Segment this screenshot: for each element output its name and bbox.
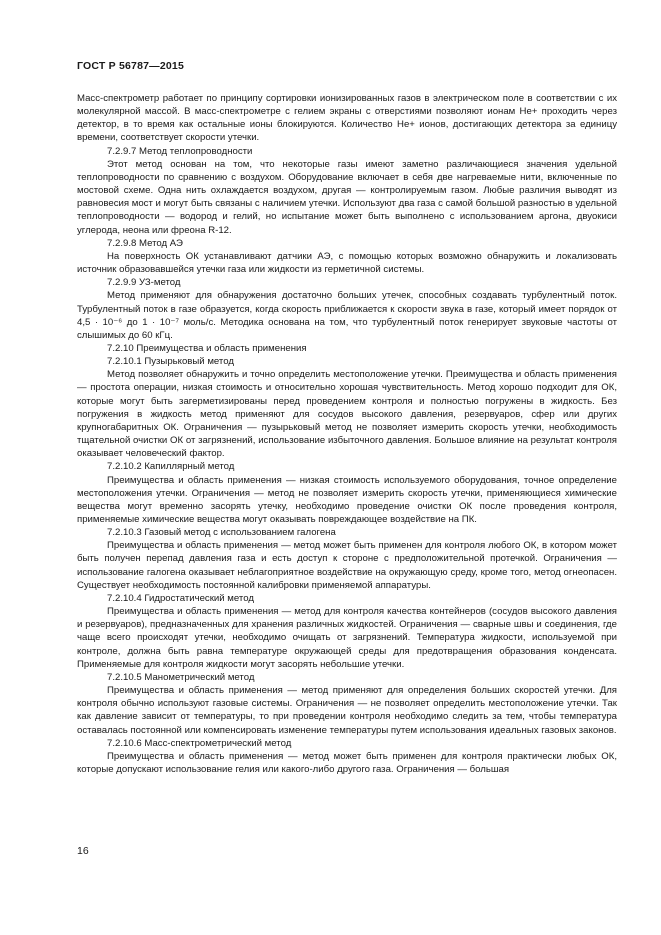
paragraph: 7.2.10.1 Пузырьковый метод: [107, 356, 234, 368]
paragraph: 7.2.10.6 Масс-спектрометрический метод: [107, 737, 292, 749]
paragraph: 7.2.9.9 УЗ-метод: [107, 277, 181, 289]
paragraph: 7.2.10.3 Газовый метод с использованием галогена: [107, 527, 336, 539]
paragraph: Преимущества и область применения — метод может быть применен для контроля практически любых ОК, которые допускают использование гелия или какого-либо другого газа. Ограничения — большая: [77, 750, 617, 775]
paragraph: Преимущества и область применения — метод для контроля качества контейнеров (сосудов высокого давления и резервуаров), предназначенных для хранения различных жидкостей. Ограничения — сварные швы и соединения, где чаще всего происходят утечки, необходимо очищать от загрязнений. Температура жидкости, используемой при контроле, должна быть равна температуре окружающей среды для предотвращения образования конденсата. Применяемые для контроля жидкости могут засорять небольшие утечки.: [77, 606, 617, 670]
paragraph: На поверхность ОК устанавливают датчики АЭ, с помощью которых возможно обнаружить и локализовать источник образовавшейся утечки газа или жидкости из герметичной системы.: [77, 250, 617, 276]
paragraph: 7.2.10.4 Гидростатический метод: [107, 592, 254, 604]
paragraph: 7.2.10.5 Манометрический метод: [107, 671, 255, 683]
paragraph: Преимущества и область применения — метод может быть применен для контроля любого ОК, в котором может быть получен перепад давления газа и есть доступ к стороне с предположительной протечкой. Ограничения — использование галогена оказывает неблагоприятное воздействие на окружающую среду, кроме того, метод огнеопасен. Существует необходимость постоянной калибровки применяемой аппаратуры.: [77, 540, 617, 591]
paragraph: Метод применяют для обнаружения достаточно больших утечек, способных создавать турбулентный поток. Турбулентный поток в газе образуется, когда скорость приближается к скорости звука в газе, который имеет порядок от 4,5 · 10⁻⁶ до 1 · 10⁻⁷ моль/с. Методика основана на том, что турбулентный поток генерирует звуковые частоты от слышимых до 60 кГц.: [77, 290, 617, 341]
paragraph: Метод позволяет обнаружить и точно определить местоположение утечки. Преимущества и область применения — простота операции, низкая стоимость и относительно хорошая чувствительность. Метод хорошо подходит для ОК, которые могут быть загерметизированы перед проведением контроля и полностью погружены в жидкость. Без погружения в жидкость метод применяют для сосудов высокого давления, резервуаров, сфер или других крупногабаритных ОК. Ограничения — пузырьковый метод не позволяет измерить скорость утечки, необходимость тщательной очистки ОК от загрязнений, использование избыточного давления. Большое влияние на результат контроля оказывает человеческий фактор.: [77, 369, 617, 460]
page-number: 16: [77, 845, 89, 857]
paragraph: Этот метод основан на том, что некоторые газы имеют заметно различающиеся значения удельной теплопроводности по сравнению с воздухом. Оборудование включает в себя две нагреваемые нити, включенные по мостовой схеме. Одна нить охлаждается воздухом, другая — контролируемым газом. Любые различия выводят из равновесия мост и могут быть связаны с наличием утечки. Используют два газа с самой большой разностью в удельной теплопроводности — водород и гелий, но испытание может быть выполнено с использованием аргона, двуокиси углерода, неона или фреона R-12.: [77, 158, 618, 236]
document-body: [77, 92, 617, 776]
paragraph: Преимущества и область применения — низкая стоимость используемого оборудования, точное определение местоположения утечки. Ограничения — метод не позволяет измерить скорость утечки, применяющиеся химические вещества могут временно засорять утечку, необходимо проведение очистки ОК после проведения контроля, применяемые химические вещества могут оказывать повреждающее воздействие на ПК.: [77, 474, 617, 525]
paragraph: 7.2.9.7 Метод теплопроводности: [107, 145, 253, 157]
paragraph: Масс-спектрометр работает по принципу сортировки ионизированных газов в электрическом поле в соответствии с их молекулярной массой. В масс-спектрометре с гелием экраны с отверстиями позволяют ионам He+ проходить через детектор, в то время как остальные ионы блокируются. Количество He+ ионов, достигающих детектора за единицу времени, соответствует скорости утечки.: [77, 93, 617, 144]
paragraph: 7.2.10.2 Капиллярный метод: [107, 461, 235, 473]
standard-header: ГОСТ Р 56787—2015: [77, 60, 185, 72]
paragraph: Преимущества и область применения — метод применяют для определения больших скоростей утечки. Для контроля обычно используют газовые системы. Ограничения — не позволяет определить местоположение утечки. Так как давление зависит от температуры, то при проведении контроля необходимо следить за тем, чтобы температура оставалась постоянной или компенсировать изменение температуры путем использования идеальных газовых законов.: [77, 685, 617, 736]
paragraph: 7.2.9.8 Метод АЭ: [107, 237, 183, 249]
paragraph: 7.2.10 Преимущества и область применения: [107, 342, 307, 354]
